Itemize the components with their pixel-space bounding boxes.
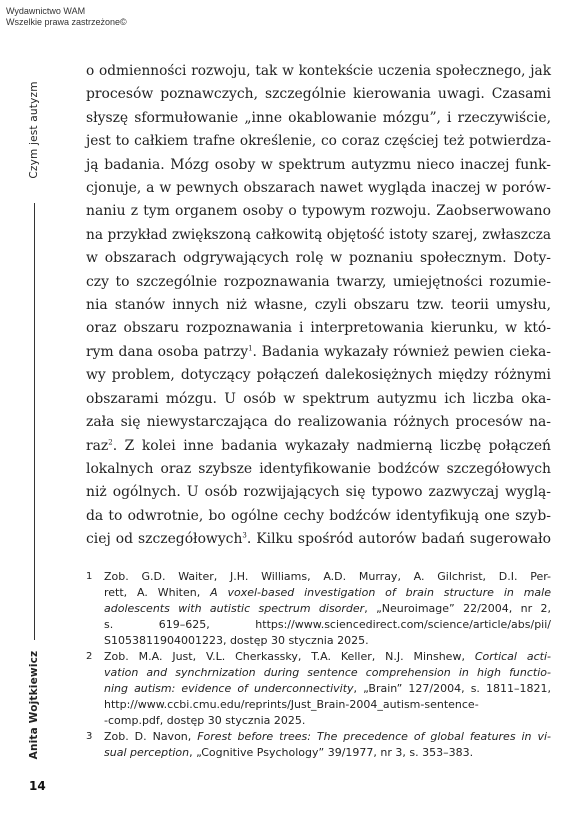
body-text-run: ciej od szczegółowych <box>86 531 243 548</box>
running-foot <box>28 645 40 765</box>
body-line: na przykład zwiększoną całkowitą objętość istoty szarej, zwłaszcza <box>86 226 551 243</box>
body-line: procesów poznawczych, szczególnie kierowania uwagi. Czasami <box>86 86 551 103</box>
footnote-line <box>104 601 551 617</box>
footnote-title: Cortical acti- <box>474 650 551 663</box>
footnote-link-line[interactable]: s. 619–625, https://www.sciencedirect.com/science/article/abs/pii/ <box>104 618 551 631</box>
footnote-text-run: Zob. M.A. Just, V.L. Cherkassky, T.A. Keller, N.J. Minshew, <box>104 650 475 663</box>
footnote-line: Zob. G.D. Waiter, J.H. Williams, A.D. Murray, A. Gilchrist, D.I. Per- <box>104 570 551 583</box>
footnote-line <box>104 681 551 697</box>
footnote-title: ning autism: evidence of underconnectivity <box>104 682 354 695</box>
page-number: 14 <box>29 779 46 793</box>
footnote-line <box>104 745 551 761</box>
footnote-3 <box>86 729 551 761</box>
side-rule-divider <box>34 203 35 640</box>
footnote-text-run: Zob. D. Navon, <box>104 730 198 743</box>
body-line: da to odwrotnie, bo ogólne cechy bodźców identyfikują one szyb- <box>86 507 551 524</box>
footnote-text-run: , „Neuroimage” 22/2004, nr 2, <box>364 602 551 615</box>
body-line <box>86 528 551 551</box>
footnote-text-run: rett, A. Whiten, <box>104 586 211 599</box>
body-text <box>86 60 551 552</box>
body-line <box>86 341 551 364</box>
footnote-line: S1053811904001223, dostęp 30 stycznia 2025. <box>104 634 369 647</box>
publisher-watermark <box>6 6 127 28</box>
body-line: cjonuje, a w pewnych obszarach nawet wygląda inaczej w porów- <box>86 180 551 197</box>
footnote-number: 2 <box>86 651 93 662</box>
body-line: obszarami mózgu. U osób w spektrum autyzmu ich liczba oka- <box>86 390 551 407</box>
body-line: niż ogólnych. U osób rozwijających się typowo zazwyczaj wyglą- <box>86 484 551 501</box>
footnotes <box>86 569 551 761</box>
body-line: lokalnych oraz szybsze identyfikowanie bodźców szczegółowych <box>86 460 551 477</box>
footnote-2 <box>86 649 551 729</box>
body-line: słyszę sformułowanie „inne okablowanie mózgu”, i rzeczywiście, <box>86 109 551 126</box>
body-text-run: . Z kolei inne badania wykazały nadmierną liczbę połączeń <box>112 437 551 454</box>
watermark-line-copyright: Wszelkie prawa zastrzeżone© <box>6 17 127 27</box>
footnote-text-run: , „Cognitive Psychology” 39/1977, nr 3, s. 353–383. <box>189 746 474 759</box>
footnote-title: adolescents with autistic spectrum disorder <box>104 602 365 615</box>
body-line: zała się niewystarczająca do realizowania różnych procesów na- <box>86 414 551 431</box>
footnote-text-run: , „Brain” 127/2004, s. 1811–1821, <box>353 682 551 695</box>
body-line: o odmienności rozwoju, tak w kontekście uczenia społecznego, jak <box>86 63 551 79</box>
footnote-title: vation and synchrnization during sentence comprehension in high functio- <box>104 666 551 679</box>
footnote-title: A voxel-based investigation of brain structure in male <box>210 586 551 599</box>
body-text-run: . Kilku spośród autorów badań sugerowało <box>246 531 551 548</box>
body-line: jest to całkiem trafne określenie, co coraz częściej też potwierdza- <box>86 133 551 150</box>
body-line: ją badania. Mózg osoby w spektrum autyzmu nieco inaczej funk- <box>86 156 551 173</box>
footnote-number: 3 <box>86 731 93 742</box>
footnote-ref-3[interactable]: 3 <box>242 531 247 540</box>
footnote-ref-1[interactable]: 1 <box>248 344 253 353</box>
body-line: oraz obszaru rozpoznawania i interpretowania kierunku, w któ- <box>86 320 551 337</box>
footnote-number: 1 <box>86 571 93 582</box>
running-foot-author: Anita Wojtkiewicz <box>28 650 40 760</box>
running-head-title: Czym jest autyzm <box>28 80 40 179</box>
body-line <box>86 435 551 458</box>
watermark-line-publisher: Wydawnictwo WAM <box>6 6 86 16</box>
footnote-line <box>104 665 551 681</box>
footnote-line <box>104 729 551 745</box>
footnote-title: sual perception <box>104 746 190 759</box>
footnote-title: Forest before trees: The precedence of global features in vi- <box>197 730 551 743</box>
body-text-run: rym dana osoba patrzy <box>86 343 249 360</box>
footnote-line <box>104 585 551 601</box>
body-text-run: . Badania wykazały również pewien cieka- <box>252 343 551 360</box>
running-head <box>28 62 40 197</box>
footnote-link-line[interactable]: http://www.ccbi.cmu.edu/reprints/Just_Brain-2004_autism-sentence- <box>104 698 479 711</box>
footnote-line <box>104 649 551 665</box>
footnote-ref-2[interactable]: 2 <box>108 437 113 446</box>
body-line: wy problem, dotyczący połączeń dalekosiężnych między różnymi <box>86 367 551 384</box>
body-text-run: raz <box>86 437 109 454</box>
body-line: w obszarach odgrywających rolę w poznaniu społecznym. Doty- <box>86 250 551 267</box>
body-line: naniu z tym organem osoby o typowym rozwoju. Zaobserwowano <box>86 203 551 220</box>
footnote-1 <box>86 569 551 649</box>
footnote-line: -comp.pdf, dostęp 30 stycznia 2025. <box>104 714 306 727</box>
body-line: nia stanów innych niż własne, czyli obszaru tzw. teorii umysłu, <box>86 297 551 314</box>
body-line: czy to szczególnie rozpoznawania twarzy, umiejętności rozumie- <box>86 273 551 290</box>
